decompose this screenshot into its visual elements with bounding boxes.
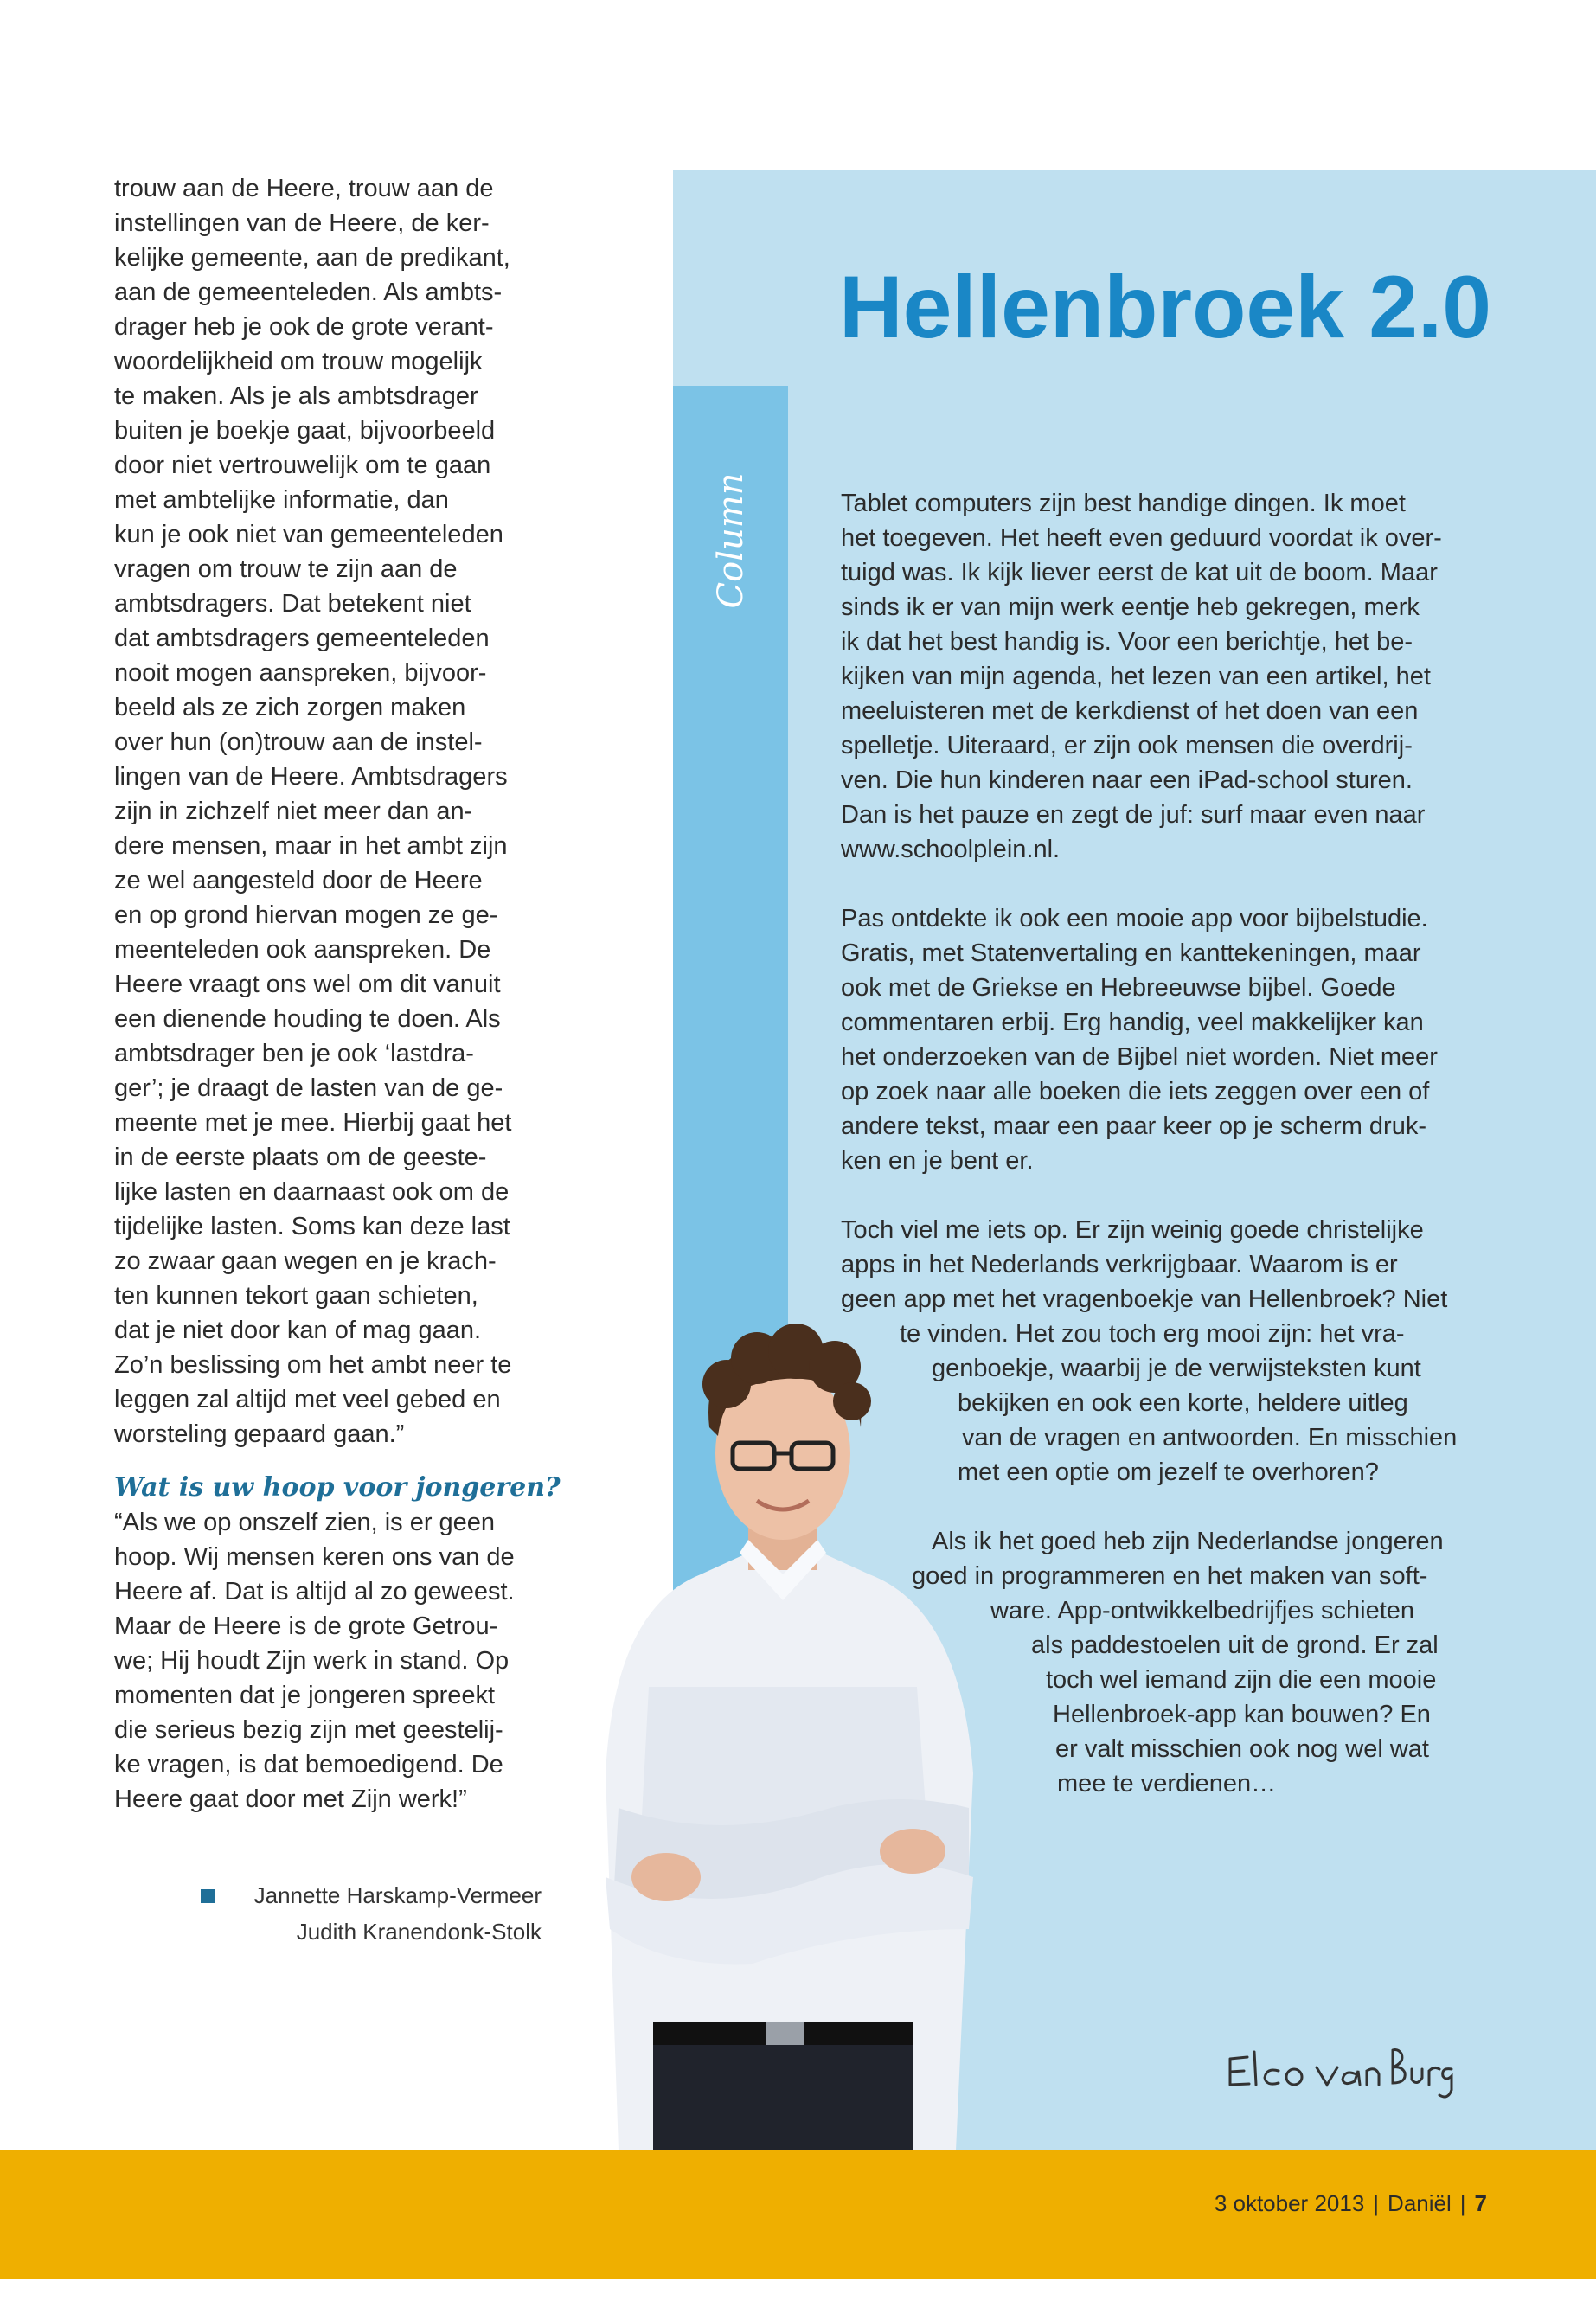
text-line: leggen zal altijd met veel gebed en [114, 1386, 501, 1413]
text-line: dat je niet door kan of mag gaan. [114, 1317, 482, 1344]
text-line: een dienende houding te doen. Als [114, 1005, 501, 1033]
text-line: zijn in zichzelf niet meer dan an- [114, 798, 473, 825]
text-line: ambtsdragers. Dat betekent niet [114, 590, 471, 618]
text-line: ven. Die hun kinderen naar een iPad-school sturen. [841, 766, 1413, 794]
text-line: ten kunnen tekort gaan schieten, [114, 1282, 478, 1310]
text-line: ambtsdrager ben je ook ‘lastdra- [114, 1040, 474, 1067]
author-signature [1221, 2033, 1455, 2102]
text-line: en op grond hiervan mogen ze ge- [114, 901, 498, 929]
text-line: het onderzoeken van de Bijbel niet worden. Niet meer [841, 1043, 1438, 1071]
column-label-text: Column [711, 472, 751, 609]
text-line: sinds ik er van mijn werk eentje heb gekregen, merk [841, 593, 1420, 621]
text-line: woordelijkheid om trouw mogelijk [114, 348, 483, 375]
page-number: 7 [1474, 2190, 1487, 2216]
text-line: op zoek naar alle boeken die iets zeggen over een of [841, 1078, 1430, 1106]
text-line: tuigd was. Ik kijk liever eerst de kat uit de boom. Maar [841, 559, 1438, 586]
text-line: commentaren erbij. Erg handig, veel makkelijker kan [841, 1009, 1424, 1036]
text-line: trouw aan de Heere, trouw aan de [114, 175, 494, 202]
text-line: “Als we op onszelf zien, is er geen [114, 1509, 496, 1536]
text-line: Heere vraagt ons wel om dit vanuit [114, 971, 501, 998]
text-line: Zo’n beslissing om het ambt neer te [114, 1351, 512, 1379]
text-line: mee te verdienen… [1057, 1770, 1277, 1798]
text-line: door niet vertrouwelijk om te gaan [114, 452, 491, 479]
text-line: zo zwaar gaan wegen en je krach- [114, 1247, 497, 1275]
text-line: ken en je bent er. [841, 1147, 1034, 1175]
text-line: buiten je boekje gaat, bijvoorbeeld [114, 417, 496, 445]
text-line: in de eerste plaats om de geeste- [114, 1144, 487, 1171]
text-line: Gratis, met Statenvertaling en kanttekeningen, maar [841, 939, 1421, 967]
left-paragraph-1 [114, 171, 564, 1452]
text-line: Dan is het pauze en zegt de juf: surf maar even naar [841, 801, 1426, 829]
text-line: dere mensen, maar in het ambt zijn [114, 832, 508, 860]
text-line: van de vragen en antwoorden. En misschien [962, 1424, 1458, 1452]
text-line: ik dat het best handig is. Voor een berichtje, het be- [841, 628, 1413, 656]
text-line: Tablet computers zijn best handige dingen. Ik moet [841, 490, 1406, 517]
text-line: genboekje, waarbij je de verwijsteksten kunt [932, 1355, 1421, 1382]
text-line: Maar de Heere is de grote Getrou- [114, 1612, 498, 1640]
text-line: www.schoolplein.nl. [841, 836, 1061, 863]
text-line: ger’; je draagt de lasten van de ge- [114, 1074, 503, 1102]
text-line: bekijken en ook een korte, heldere uitleg [958, 1389, 1408, 1417]
text-line: andere tekst, maar een paar keer op je scherm druk- [841, 1112, 1426, 1140]
text-line: Heere af. Dat is altijd al zo geweest. [114, 1578, 515, 1606]
footer-info: 3 oktober 2013 | Daniël | 7 [1214, 2190, 1487, 2216]
column-title: Hellenbroek 2.0 [839, 258, 1491, 356]
text-line: drager heb je ook de grote verant- [114, 313, 494, 341]
text-line: Toch viel me iets op. Er zijn weinig goede christelijke [841, 1216, 1424, 1244]
text-line: Als ik het goed heb zijn Nederlandse jongeren [932, 1528, 1444, 1555]
text-line: hoop. Wij mensen keren ons van de [114, 1543, 515, 1571]
text-line: lingen van de Heere. Ambtsdragers [114, 763, 508, 791]
text-line: meente met je mee. Hierbij gaat het [114, 1109, 512, 1137]
text-line: toch wel iemand zijn die een mooie [1046, 1666, 1437, 1694]
text-line: dat ambtsdragers gemeenteleden [114, 625, 490, 652]
text-line: worsteling gepaard gaan.” [114, 1420, 405, 1448]
text-line: ware. App-ontwikkelbedrijfjes schieten [990, 1597, 1415, 1625]
column-label [683, 458, 779, 623]
text-line: Pas ontdekte ik ook een mooie app voor bijbelstudie. [841, 905, 1428, 933]
author-name: Judith Kranendonk-Stolk [296, 1919, 542, 1945]
text-line: aan de gemeenteleden. Als ambts- [114, 279, 503, 306]
text-line: Hellenbroek-app kan bouwen? En [1053, 1701, 1431, 1728]
text-line: die serieus bezig zijn met geestelij- [114, 1716, 503, 1744]
text-line: spelletje. Uiteraard, er zijn ook mensen die overdrij- [841, 732, 1413, 760]
text-line: over hun (on)trouw aan de instel- [114, 728, 483, 756]
square-bullet-icon [201, 1889, 215, 1903]
author-name: Jannette Harskamp-Vermeer [253, 1882, 542, 1908]
text-line: geen app met het vragenboekje van Hellenbroek? Niet [841, 1285, 1448, 1313]
column-paragraph-2 [841, 901, 1447, 1178]
text-line: kijken van mijn agenda, het lezen van een artikel, het [841, 663, 1431, 690]
subheading: Wat is uw hoop voor jongeren? [114, 1472, 561, 1503]
text-line: er valt misschien ook nog wel wat [1055, 1735, 1429, 1763]
text-line: goed in programmeren en het maken van soft- [912, 1562, 1428, 1590]
text-line: apps in het Nederlands verkrijgbaar. Waarom is er [841, 1251, 1398, 1279]
text-line: te vinden. Het zou toch erg mooi zijn: het vra- [900, 1320, 1405, 1348]
text-line: nooit mogen aanspreken, bijvoor- [114, 659, 487, 687]
text-line: meenteleden ook aanspreken. De [114, 936, 491, 964]
text-line: momenten dat je jongeren spreekt [114, 1682, 496, 1709]
text-line: het toegeven. Het heeft even geduurd voordat ik over- [841, 524, 1442, 552]
text-line: ze wel aangesteld door de Heere [114, 867, 483, 894]
text-line: beeld als ze zich zorgen maken [114, 694, 466, 721]
text-line: instellingen van de Heere, de ker- [114, 209, 490, 237]
text-line: kun je ook niet van gemeenteleden [114, 521, 503, 548]
text-line: lijke lasten en daarnaast ook om de [114, 1178, 510, 1206]
text-line: vragen om trouw te zijn aan de [114, 555, 458, 583]
text-line: meeluisteren met de kerkdienst of het doen van een [841, 697, 1419, 725]
left-paragraph-2 [114, 1505, 564, 1817]
text-line: met een optie om jezelf te overhoren? [958, 1458, 1379, 1486]
issue-date: 3 oktober 2013 [1214, 2190, 1365, 2216]
text-line: ook met de Griekse en Hebreeuwse bijbel. Goede [841, 974, 1396, 1002]
column-body [841, 486, 1458, 1801]
magazine-name: Daniël [1388, 2190, 1452, 2216]
text-line: Heere gaat door met Zijn werk!” [114, 1785, 467, 1813]
text-line: met ambtelijke informatie, dan [114, 486, 449, 514]
column-paragraph-1 [841, 486, 1447, 867]
left-article-column [114, 171, 564, 1817]
text-line: ke vragen, is dat bemoedigend. De [114, 1751, 503, 1779]
column-paragraph-4 [841, 1524, 1447, 1801]
text-line: als paddestoelen uit de grond. Er zal [1031, 1631, 1439, 1659]
text-line: te maken. Als je als ambtsdrager [114, 382, 478, 410]
text-line: kelijke gemeente, aan de predikant, [114, 244, 510, 272]
text-line: tijdelijke lasten. Soms kan deze last [114, 1213, 510, 1240]
column-paragraph-3 [841, 1213, 1458, 1490]
text-line: we; Hij houdt Zijn werk in stand. Op [114, 1647, 510, 1675]
author-credits [199, 1877, 542, 1950]
